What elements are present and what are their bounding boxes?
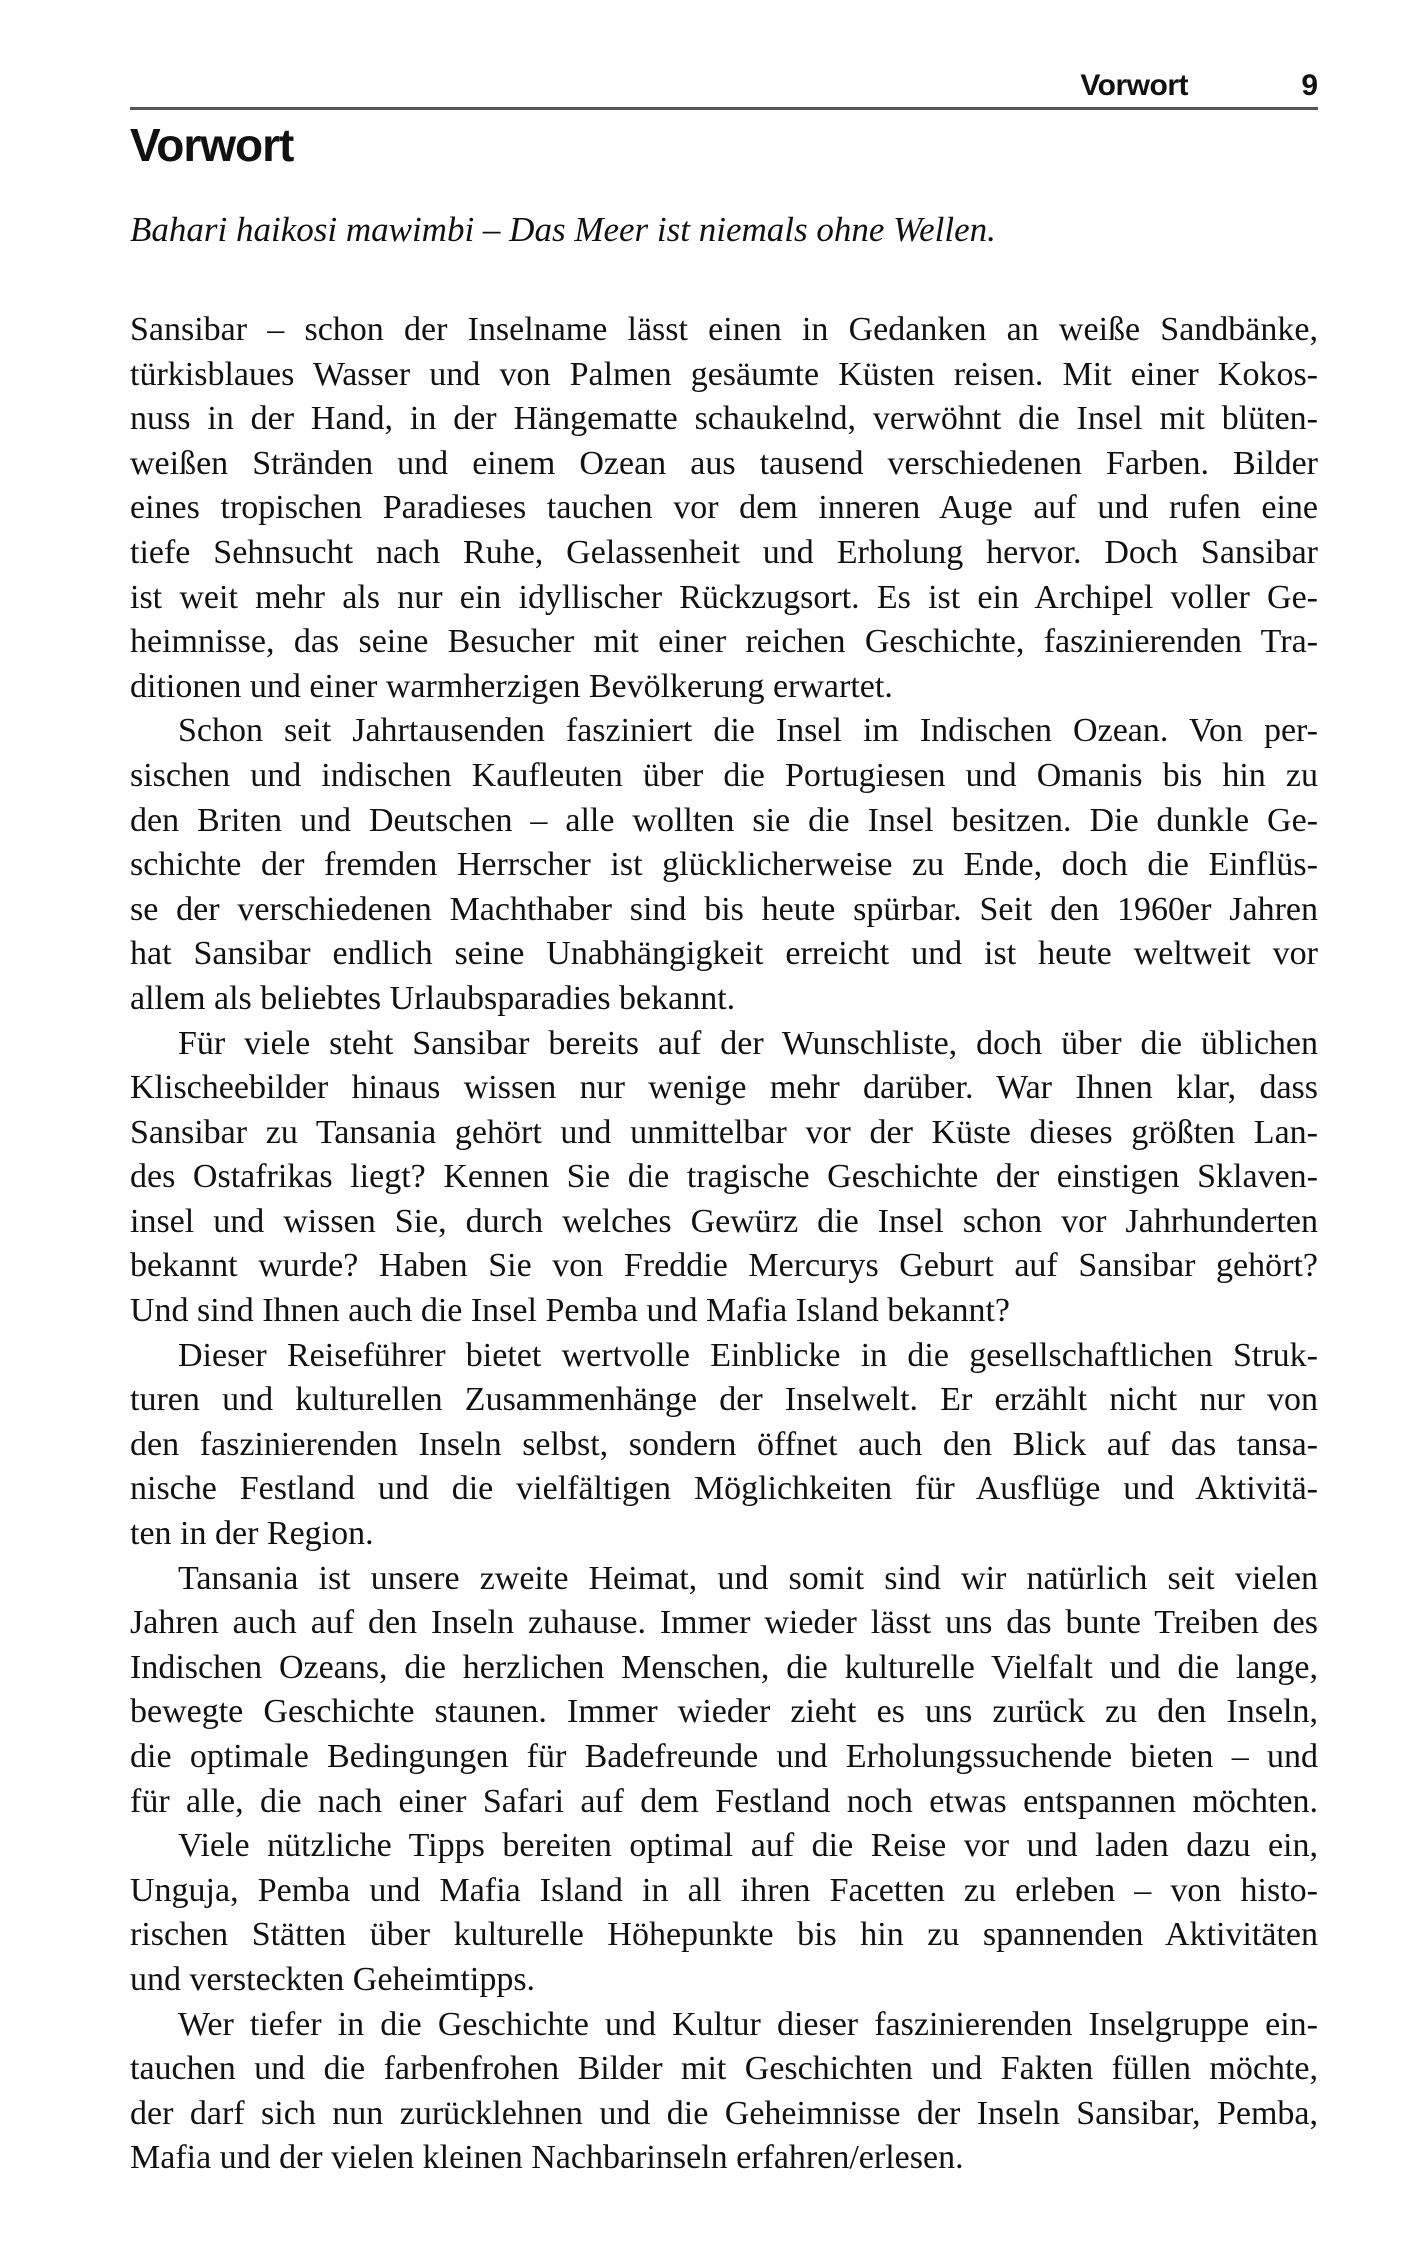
- text-line: Dieser Reiseführer bietet wertvolle Einblicke in die gesellschaftlichen Struk-: [178, 1336, 1318, 1374]
- text-line: Mafia und der vielen kleinen Nachbarinseln erfahren/erlesen.: [130, 2139, 964, 2177]
- text-line: Jahren auch auf den Inseln zuhause. Immer wieder lässt uns das bunte Treiben des: [130, 1604, 1318, 1642]
- text-line: tiefe Sehnsucht nach Ruhe, Gelassenheit und Erholung hervor. Doch Sansibar: [130, 533, 1318, 571]
- paragraph: [130, 308, 1318, 709]
- text-line: Unguja, Pemba und Mafia Island in all ihren Facetten zu erleben – von histo-: [130, 1871, 1318, 1909]
- text-line: den faszinierenden Inseln selbst, sondern öffnet auch den Blick auf das tansa-: [130, 1425, 1318, 1463]
- text-line: für alle, die nach einer Safari auf dem Festland noch etwas entspannen möchten.: [130, 1782, 1318, 1820]
- text-line: die optimale Bedingungen für Badefreunde und Erholungssuchende bieten – und: [130, 1738, 1318, 1775]
- page-number: 9: [1301, 69, 1318, 102]
- text-line: Sansibar zu Tansania gehört und unmittelbar vor der Küste dieses größten Lan-: [130, 1113, 1318, 1151]
- text-line: heimnisse, das seine Besucher mit einer reichen Geschichte, faszinierenden Tra-: [130, 623, 1318, 661]
- text-line: ist weit mehr als nur ein idyllischer Rückzugsort. Es ist ein Archipel voller Ge-: [130, 578, 1318, 616]
- text-line: der darf sich nun zurücklehnen und die Geheimnisse der Inseln Sansibar, Pemba,: [130, 2094, 1318, 2132]
- text-line: eines tropischen Paradieses tauchen vor dem inneren Auge auf und rufen eine: [130, 489, 1318, 527]
- text-line: Viele nützliche Tipps bereiten optimal auf die Reise vor und laden dazu ein,: [178, 1827, 1318, 1865]
- text-line: türkisblaues Wasser und von Palmen gesäumte Küsten reisen. Mit einer Kokos-: [130, 355, 1318, 393]
- epigraph: Bahari haikosi mawimbi – Das Meer ist niemals ohne Wellen.: [130, 210, 996, 249]
- text-line: Und sind Ihnen auch die Insel Pemba und Mafia Island bekannt?: [130, 1292, 1010, 1330]
- text-line: ten in der Region.: [130, 1515, 374, 1553]
- text-line: Schon seit Jahrtausenden fasziniert die Insel im Indischen Ozean. Von per-: [178, 712, 1318, 750]
- text-line: rischen Stätten über kulturelle Höhepunkte bis hin zu spannenden Aktivitäten: [130, 1916, 1318, 1954]
- text-line: nuss in der Hand, in der Hängematte schaukelnd, verwöhnt die Insel mit blüten-: [130, 400, 1318, 438]
- text-line: insel und wissen Sie, durch welches Gewürz die Insel schon vor Jahrhunderten: [130, 1202, 1318, 1240]
- text-line: bekannt wurde? Haben Sie von Freddie Mercurys Geburt auf Sansibar gehört?: [130, 1247, 1318, 1285]
- text-line: turen und kulturellen Zusammenhänge der Inselwelt. Er erzählt nicht nur von: [130, 1381, 1318, 1419]
- running-head: [130, 62, 1318, 110]
- text-line: des Ostafrikas liegt? Kennen Sie die tragische Geschichte der einstigen Sklaven-: [130, 1158, 1318, 1196]
- text-line: den Briten und Deutschen – alle wollten sie die Insel besitzen. Die dunkle Ge-: [130, 801, 1318, 839]
- chapter-title: Vorwort: [130, 119, 294, 171]
- paragraph: [130, 709, 1318, 1021]
- text-line: tauchen und die farbenfrohen Bilder mit Geschichten und Fakten füllen möchte,: [130, 2050, 1318, 2088]
- text-line: hat Sansibar endlich seine Unabhängigkeit erreicht und ist heute weltweit vor: [130, 935, 1318, 973]
- text-line: Klischeebilder hinaus wissen nur wenige mehr darüber. War Ihnen klar, dass: [130, 1069, 1318, 1107]
- paragraph: [130, 1022, 1318, 1334]
- text-line: sischen und indischen Kaufleuten über die Portugiesen und Omanis bis hin zu: [130, 756, 1318, 794]
- text-line: bewegte Geschichte staunen. Immer wieder zieht es uns zurück zu den Inseln,: [130, 1693, 1318, 1731]
- text-line: Sansibar – schon der Inselname lässt einen in Gedanken an weiße Sandbänke,: [130, 311, 1318, 348]
- text-line: Für viele steht Sansibar bereits auf der Wunschliste, doch über die üblichen: [178, 1024, 1318, 1062]
- paragraph: [130, 1824, 1318, 2002]
- text-line: Tansania ist unsere zweite Heimat, und somit sind wir natürlich seit vielen: [178, 1559, 1318, 1597]
- text-line: allem als beliebtes Urlaubsparadies bekannt.: [130, 979, 736, 1017]
- running-head-title: Vorwort: [1080, 69, 1188, 102]
- text-line: nische Festland und die vielfältigen Möglichkeiten für Ausflüge und Aktivitä-: [130, 1470, 1318, 1508]
- body-text: [130, 308, 1318, 2181]
- text-line: weißen Stränden und einem Ozean aus tausend verschiedenen Farben. Bilder: [130, 444, 1318, 482]
- paragraph: [130, 1557, 1318, 1825]
- paragraph: [130, 2003, 1318, 2181]
- text-line: und versteckten Geheimtipps.: [130, 1960, 536, 1998]
- text-line: ditionen und einer warmherzigen Bevölkerung erwartet.: [130, 667, 893, 705]
- text-line: schichte der fremden Herrscher ist glücklicherweise zu Ende, doch die Einflüs-: [130, 846, 1318, 884]
- paragraph: [130, 1334, 1318, 1557]
- text-line: Indischen Ozeans, die herzlichen Menschen, die kulturelle Vielfalt und die lange,: [130, 1648, 1318, 1686]
- text-line: Wer tiefer in die Geschichte und Kultur dieser faszinierenden Inselgruppe ein-: [178, 2005, 1318, 2043]
- text-line: se der verschiedenen Machthaber sind bis heute spürbar. Seit den 1960er Jahren: [130, 890, 1318, 928]
